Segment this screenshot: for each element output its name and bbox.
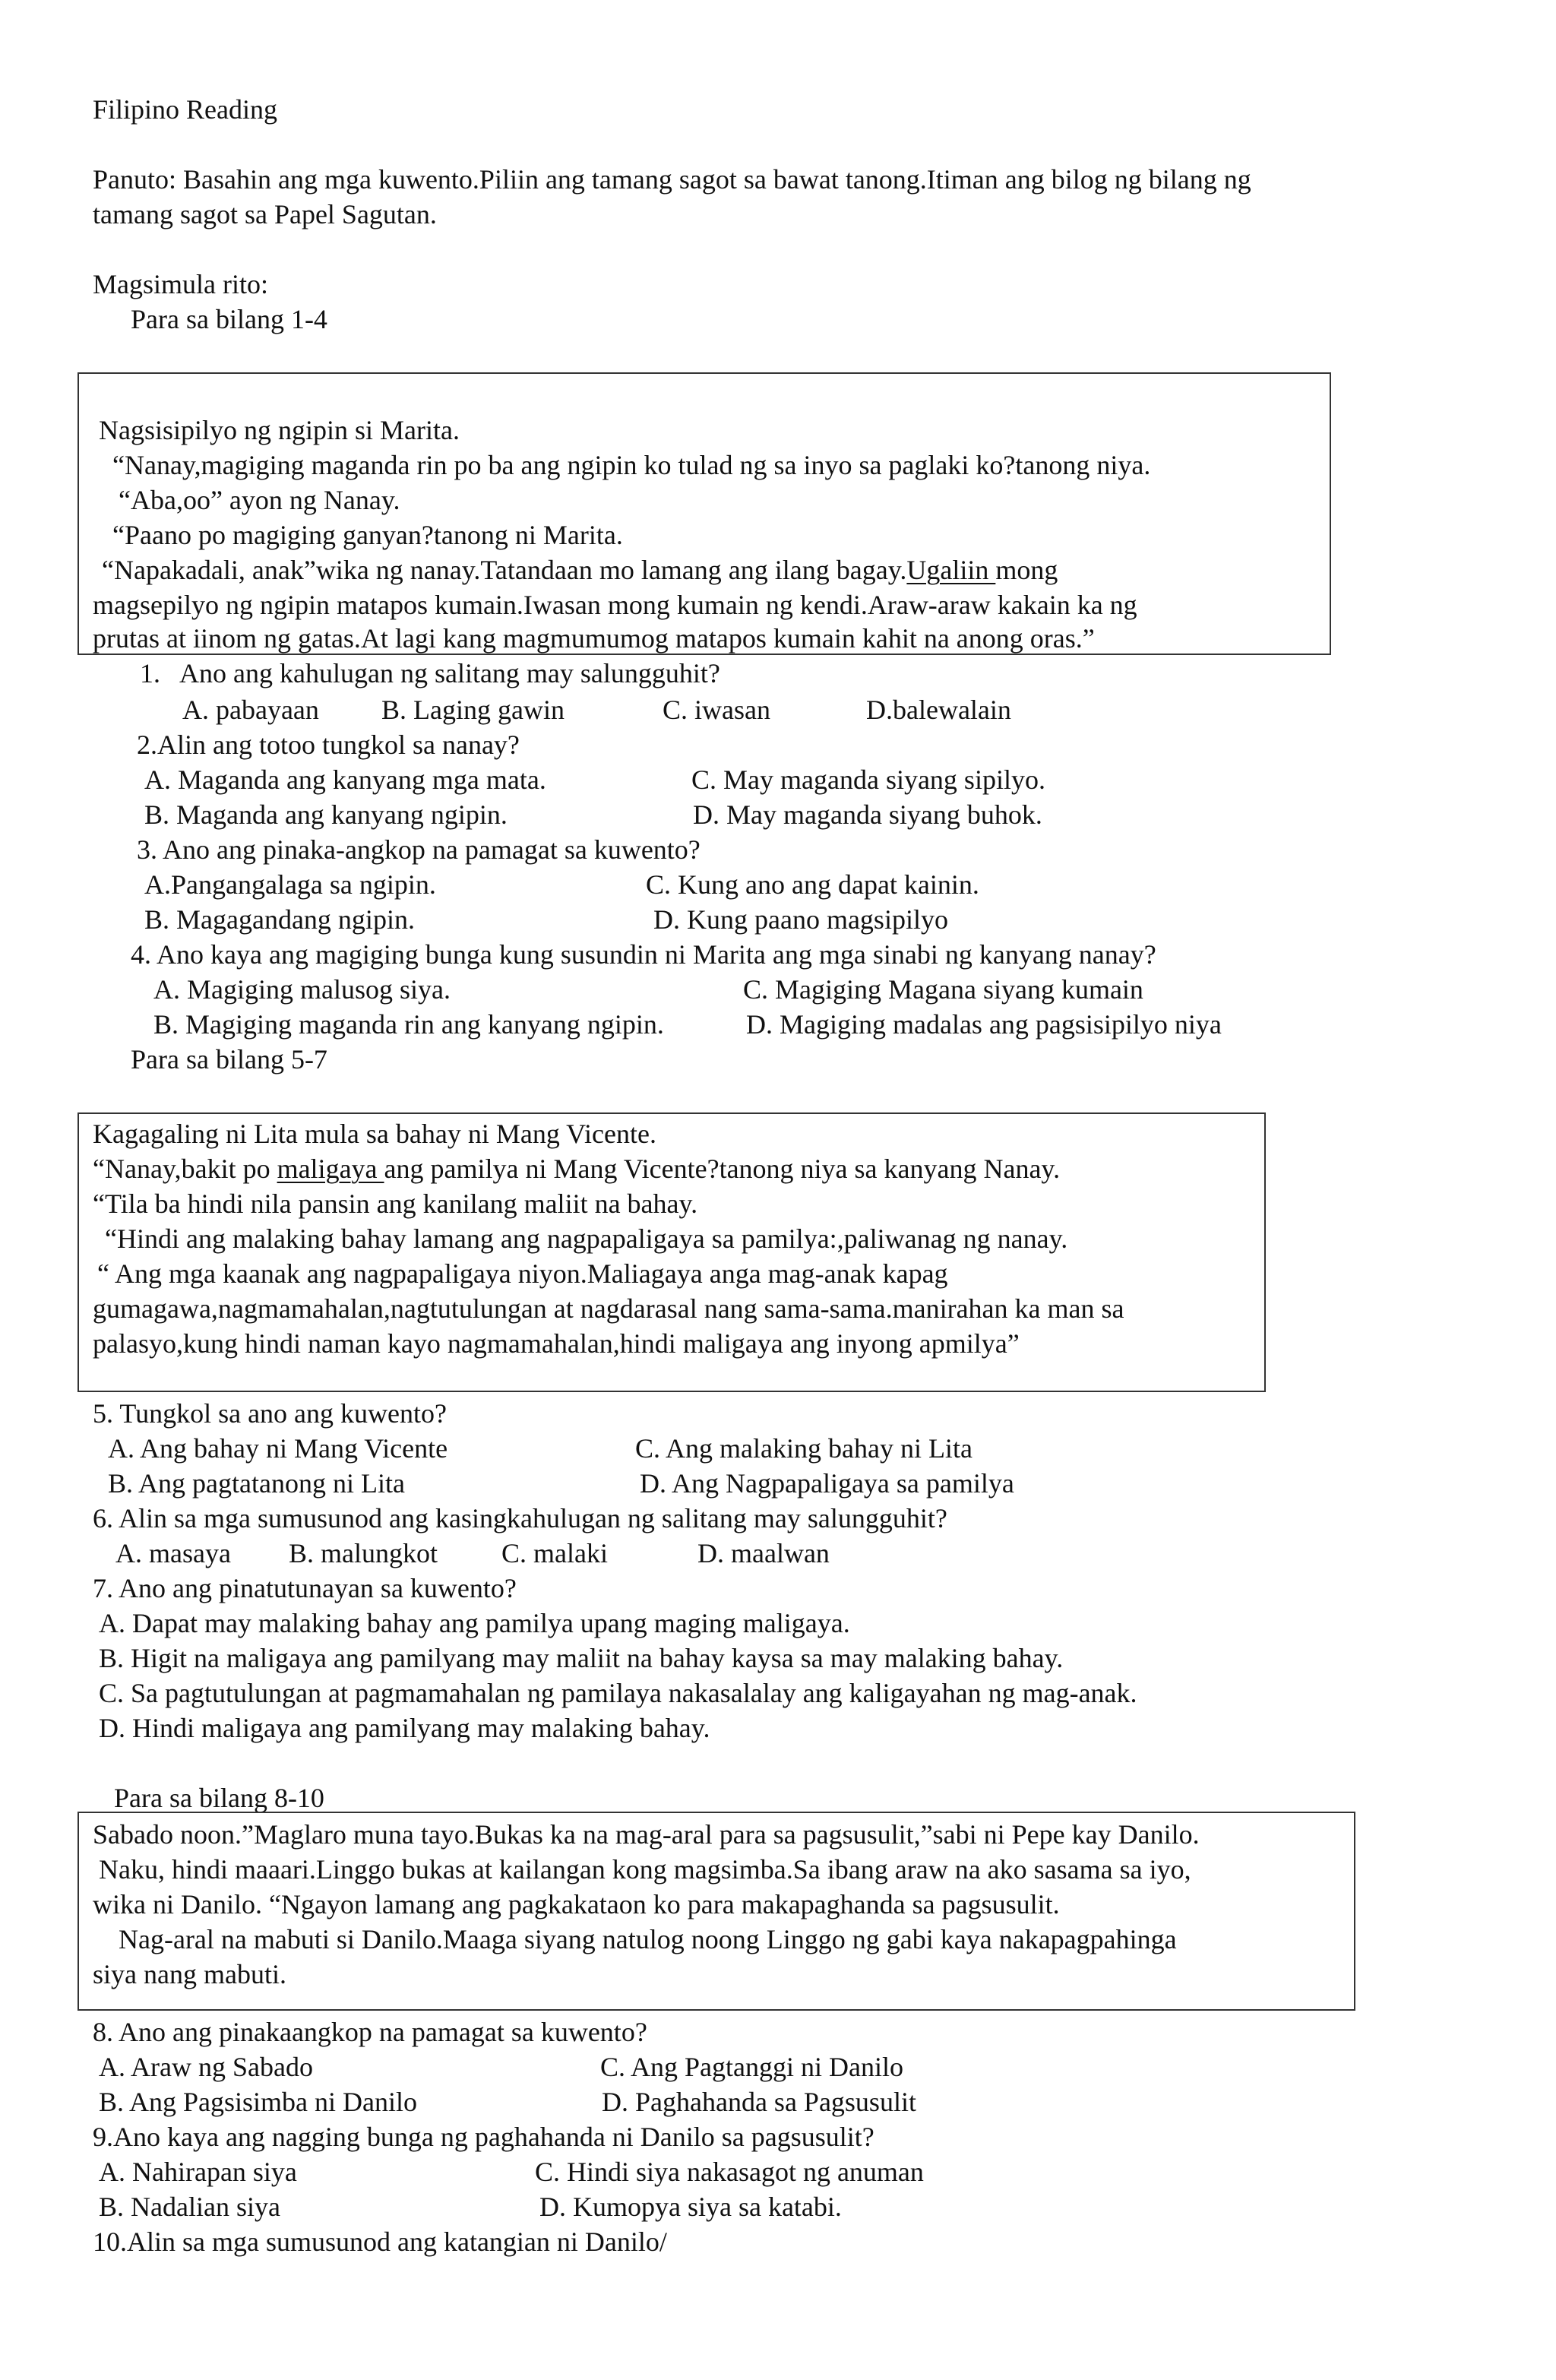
story-1-line: magsepilyo ng ngipin matapos kumain.Iwasan mong kumain ng kendi.Araw-araw kakain ka ng (93, 590, 1137, 620)
q3-option-b: B. Magagandang ngipin. (144, 904, 415, 935)
q9-option-c: C. Hindi siya nakasagot ng anuman (535, 2157, 924, 2187)
story-2-line: Kagagaling ni Lita mula sa bahay ni Mang Vicente. (93, 1119, 656, 1149)
question-10-stem: 10.Alin sa mga sumusunod ang katangian ni Danilo/ (93, 2227, 667, 2257)
q4-option-b: B. Magiging maganda rin ang kanyang ngipin. (153, 1009, 664, 1040)
question-3-stem: 3. Ano ang pinaka-angkop na pamagat sa kuwento? (137, 834, 701, 865)
q7-option-d: D. Hindi maligaya ang pamilyang may malaking bahay. (99, 1713, 710, 1743)
story-1-line: “Nanay,magiging maganda rin po ba ang ngipin ko tulad ng sa inyo sa paglaki ko?tanong niya. (112, 450, 1151, 480)
story-3-line: Sabado noon.”Maglaro muna tayo.Bukas ka na mag-aral para sa pagsusulit,”sabi ni Pepe kay Danilo. (93, 1819, 1200, 1850)
q1-option-a: A. pabayaan (182, 695, 319, 725)
story-2-line: “Tila ba hindi nila pansin ang kanilang maliit na bahay. (93, 1188, 698, 1219)
q8-option-d: D. Paghahanda sa Pagsusulit (602, 2087, 916, 2117)
q3-option-a: A.Pangangalaga sa ngipin. (144, 869, 436, 900)
q7-option-c: C. Sa pagtutulungan at pagmamahalan ng pamilaya nakasalalay ang kaligayahan ng mag-anak. (99, 1678, 1137, 1708)
q1-option-d: D.balewalain (866, 695, 1011, 725)
question-2-stem: 2.Alin ang totoo tungkol sa nanay? (137, 730, 520, 760)
q9-option-b: B. Nadalian siya (99, 2192, 280, 2222)
q8-option-c: C. Ang Pagtanggi ni Danilo (600, 2052, 903, 2082)
q9-option-a: A. Nahirapan siya (99, 2157, 297, 2187)
story-2-text: “Nanay,bakit po (93, 1154, 277, 1184)
q7-option-b: B. Higit na maligaya ang pamilyang may maliit na bahay kaysa sa may malaking bahay. (99, 1643, 1064, 1673)
q5-option-a: A. Ang bahay ni Mang Vicente (108, 1433, 448, 1464)
story-3-line: siya nang mabuti. (93, 1959, 286, 1989)
q2-option-a: A. Maganda ang kanyang mga mata. (144, 764, 546, 795)
story-3-line: Nag-aral na mabuti si Danilo.Maaga siyang natulog noong Linggo ng gabi kaya nakapagpahinga (119, 1924, 1177, 1954)
q4-option-d: D. Magiging madalas ang pagsisipilyo niya (746, 1009, 1222, 1040)
q9-option-d: D. Kumopya siya sa katabi. (539, 2192, 842, 2222)
q6-option-d: D. maalwan (697, 1538, 830, 1568)
underlined-word: maligaya (277, 1154, 384, 1184)
section-label-5-7: Para sa bilang 5-7 (131, 1044, 327, 1074)
q1-option-c: C. iwasan (663, 695, 770, 725)
story-1-line (102, 553, 1058, 587)
q6-option-c: C. malaki (501, 1538, 608, 1568)
question-4-stem: 4. Ano kaya ang magiging bunga kung susundin ni Marita ang mga sinabi ng kanyang nanay? (131, 939, 1156, 970)
q5-option-c: C. Ang malaking bahay ni Lita (635, 1433, 972, 1464)
question-9-stem: 9.Ano kaya ang nagging bunga ng paghahanda ni Danilo sa pagsusulit? (93, 2122, 874, 2152)
question-1-stem: 1. Ano ang kahulugan ng salitang may salungguhit? (140, 658, 720, 688)
question-7-stem: 7. Ano ang pinatutunayan sa kuwento? (93, 1573, 517, 1603)
q1-option-b: B. Laging gawin (381, 695, 565, 725)
instructions-line-2: tamang sagot sa Papel Sagutan. (93, 199, 437, 229)
section-label-1-4: Para sa bilang 1-4 (131, 304, 327, 334)
page-title: Filipino Reading (93, 94, 277, 125)
q5-option-b: B. Ang pagtatanong ni Lita (108, 1468, 405, 1499)
start-label: Magsimula rito: (93, 269, 268, 299)
story-2-line: palasyo,kung hindi naman kayo nagmamahalan,hindi maligaya ang inyong apmilya” (93, 1328, 1020, 1359)
instructions-line-1: Panuto: Basahin ang mga kuwento.Piliin ang tamang sagot sa bawat tanong.Itiman ang bilog ng bilang ng (93, 164, 1251, 195)
underlined-word: Ugaliin (906, 555, 996, 585)
section-label-8-10: Para sa bilang 8-10 (114, 1783, 324, 1813)
q5-option-d: D. Ang Nagpapaligaya sa pamilya (640, 1468, 1014, 1499)
story-3-line: wika ni Danilo. “Ngayon lamang ang pagkakataon ko para makapaghanda sa pagsusulit. (93, 1889, 1060, 1920)
q4-option-c: C. Magiging Magana siyang kumain (743, 974, 1143, 1005)
q2-option-d: D. May maganda siyang buhok. (693, 799, 1042, 830)
q3-option-d: D. Kung paano magsipilyo (653, 904, 948, 935)
q2-option-c: C. May maganda siyang sipilyo. (691, 764, 1045, 795)
story-2-line (93, 1152, 1060, 1185)
story-2-text: ang pamilya ni Mang Vicente?tanong niya sa kanyang Nanay. (384, 1154, 1061, 1184)
q2-option-b: B. Maganda ang kanyang ngipin. (144, 799, 508, 830)
q4-option-a: A. Magiging malusog siya. (153, 974, 451, 1005)
story-2-line: “ Ang mga kaanak ang nagpapaligaya niyon.Maliagaya anga mag-anak kapag (97, 1258, 948, 1289)
q7-option-a: A. Dapat may malaking bahay ang pamilya upang maging maligaya. (99, 1608, 850, 1638)
story-1-text: mong (995, 555, 1058, 585)
story-1-line: “Aba,oo” ayon ng Nanay. (119, 485, 400, 515)
story-1-line: prutas at iinom ng gatas.At lagi kang magmumumog matapos kumain kahit na anong oras.” (93, 623, 1095, 654)
question-6-stem: 6. Alin sa mga sumusunod ang kasingkahulugan ng salitang may salungguhit? (93, 1503, 947, 1533)
story-1-text: “Napakadali, anak”wika ng nanay.Tatandaan mo lamang ang ilang bagay. (102, 555, 907, 585)
story-1-line: Nagsisipilyo ng ngipin si Marita. (99, 415, 460, 445)
question-8-stem: 8. Ano ang pinakaangkop na pamagat sa kuwento? (93, 2017, 647, 2047)
story-3-line: Naku, hindi maaari.Linggo bukas at kailangan kong magsimba.Sa ibang araw na ako sasama sa iyo, (99, 1854, 1191, 1885)
q6-option-a: A. masaya (115, 1538, 231, 1568)
story-2-line: gumagawa,nagmamahalan,nagtutulungan at nagdarasal nang sama-sama.manirahan ka man sa (93, 1293, 1124, 1324)
q8-option-a: A. Araw ng Sabado (99, 2052, 313, 2082)
q3-option-c: C. Kung ano ang dapat kainin. (646, 869, 979, 900)
q6-option-b: B. malungkot (289, 1538, 438, 1568)
question-5-stem: 5. Tungkol sa ano ang kuwento? (93, 1398, 447, 1429)
story-2-line: “Hindi ang malaking bahay lamang ang nagpapaligaya sa pamilya:,paliwanag ng nanay. (105, 1223, 1068, 1254)
q8-option-b: B. Ang Pagsisimba ni Danilo (99, 2087, 418, 2117)
story-1-line: “Paano po magiging ganyan?tanong ni Marita. (112, 520, 623, 550)
